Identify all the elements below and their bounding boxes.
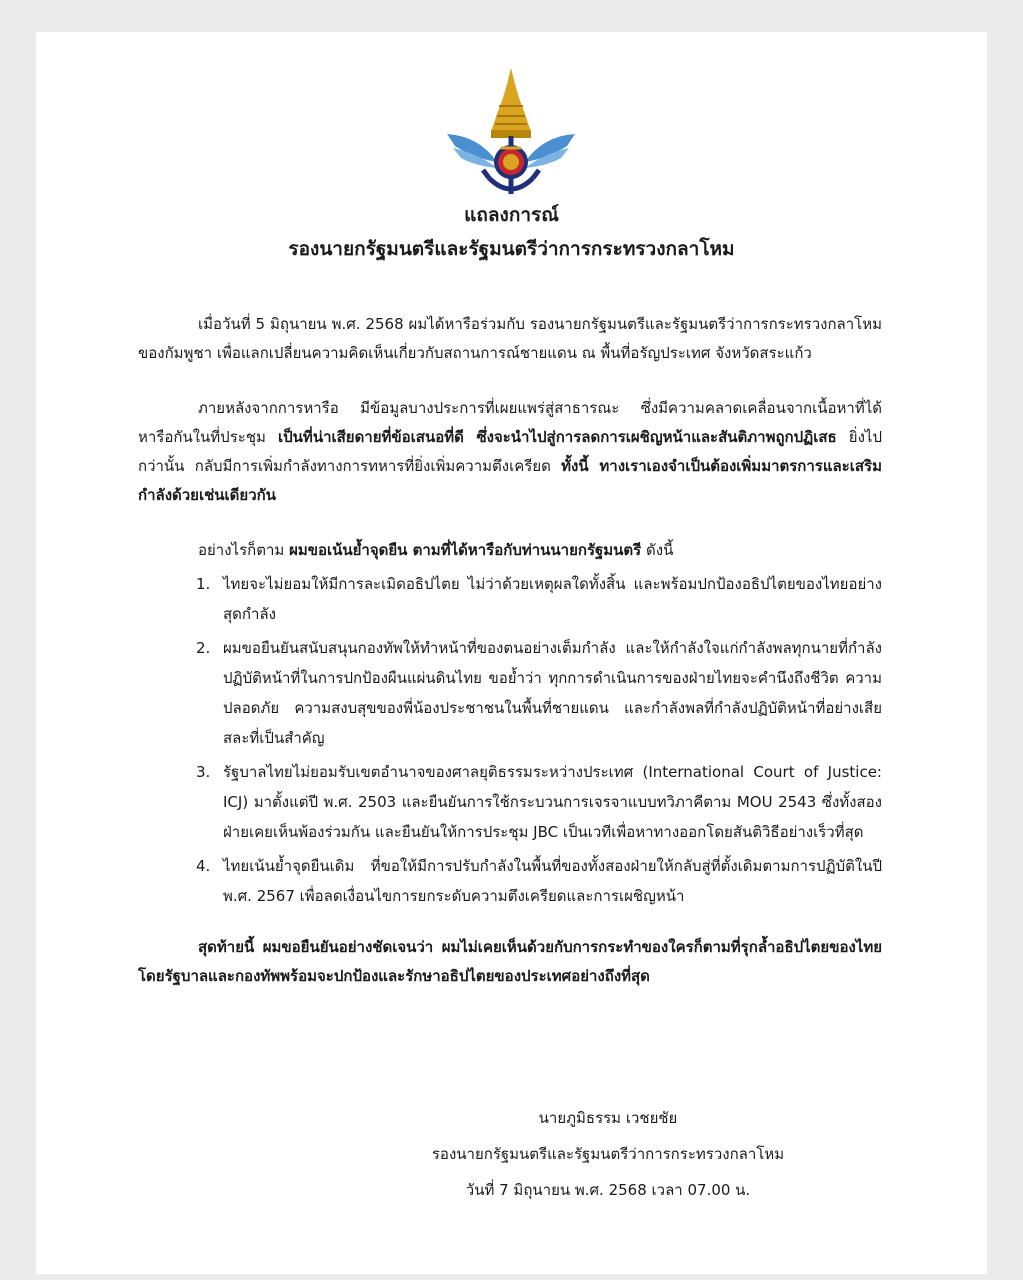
paragraph-2 xyxy=(138,394,882,510)
paragraph-3-bold: ผมขอเน้นย้ำจุดยืน ตามที่ได้หารือกับท่านนายกรัฐมนตรี xyxy=(289,541,642,559)
list-item xyxy=(138,851,882,911)
list-item-text: ผมขอยืนยันสนับสนุนกองทัพให้ทำหน้าที่ของตนอย่างเต็มกำลัง และให้กำลังใจแก่กำลังพลทุกนายที่กำลังปฏิบัติหน้าที่ในการปกป้องผืนแผ่นดินไทย ขอย้ำว่า ทุกการดำเนินการของฝ่ายไทยจะคำนึงถึงชีวิต ความปลอดภัย ความสงบสุขของพี่น้องประชาชนในพื้นที่ชายแดน และกำลังพลที่กำลังปฏิบัติหน้าที่อย่างเสียสละที่เป็นสำคัญ xyxy=(223,639,882,747)
paragraph-2-text-b: ยิ่งไปกว่านั้น กลับมีการเพิ่มกำลังทางการทหารที่ยิ่งเพิ่มความตึงเครียด xyxy=(138,428,882,475)
paragraph-3-text-b: ดังนี้ xyxy=(641,541,674,559)
list-item-number: 1. xyxy=(196,575,211,593)
statement-subtitle: รองนายกรัฐมนตรีและรัฐมนตรีว่าการกระทรวงกลาโหม xyxy=(288,238,735,260)
statement-body xyxy=(138,310,882,991)
signatory-position: รองนายกรัฐมนตรีและรัฐมนตรีว่าการกระทรวงกลาโหม xyxy=(431,1145,785,1163)
closing-paragraph: สุดท้ายนี้ ผมขอยืนยันอย่างชัดเจนว่า ผมไม่เคยเห็นด้วยกับการกระทำของใครก็ตามที่รุกล้ำอธิปไตยของไทย โดยรัฐบาลและกองทัพพร้อมจะปกป้องและรักษาอธิปไตยของประเทศอย่างถึงที่สุด xyxy=(138,938,882,985)
ministry-of-defence-emblem-icon xyxy=(439,66,583,200)
list-item-text: ไทยเน้นย้ำจุดยืนเดิม ที่ขอให้มีการปรับกำลังในพื้นที่ของทั้งสองฝ่ายให้กลับสู่ที่ตั้งเดิมตามการปฏิบัติในปี พ.ศ. 2567 เพื่อลดเงื่อนไขการยกระดับความตึงเครียดและการเผชิญหน้า xyxy=(223,857,882,905)
paragraph-2-bold-a: เป็นที่น่าเสียดายที่ข้อเสนอที่ดี ซึ่งจะนำไปสู่การลดการเผชิญหน้าและสันติภาพถูกปฏิเสธ xyxy=(278,428,837,446)
paragraph-2-bold-b: ทั้งนี้ ทางเราเองจำเป็นต้องเพิ่มมาตรการและเสริมกำลังด้วยเช่นเดียวกัน xyxy=(138,457,883,504)
list-item-text: รัฐบาลไทยไม่ยอมรับเขตอำนาจของศาลยุติธรรมระหว่างประเทศ (International Court of Justice: ICJ) มาตั้งแต่ปี พ.ศ. 2503 และยืนยันการใช้กระบวนการเจรจาแบบทวิภาคีตาม MOU 2543 ซึ่งทั้งสองฝ่ายเคยเห็นพ้องร่วมกัน และยืนยันให้การประชุม JBC เป็นเวทีเพื่อหาทางออกโดยสันติวิธีอย่างเร็วที่สุด xyxy=(223,763,882,841)
list-item-number: 2. xyxy=(196,639,211,657)
paragraph-2-text-a: ภายหลังจากการหารือ มีข้อมูลบางประการที่เผยแพร่สู่สาธารณะ ซึ่งมีความคลาดเคลื่อนจากเนื้อหาที่ได้หารือกันในที่ประชุม xyxy=(138,399,882,446)
paragraph-3 xyxy=(138,536,882,565)
list-item-number: 3. xyxy=(196,763,211,781)
signature-block xyxy=(408,1100,808,1208)
list-item xyxy=(138,757,882,847)
statement-title: แถลงการณ์ xyxy=(464,204,559,226)
signatory-name: นายภูมิธรรม เวชยชัย xyxy=(538,1109,678,1127)
position-list xyxy=(138,569,882,911)
paragraph-3-text-a: อย่างไรก็ตาม xyxy=(198,541,290,559)
statement-date: วันที่ 7 มิถุนายน พ.ศ. 2568 เวลา 07.00 น. xyxy=(465,1181,751,1199)
list-item xyxy=(138,633,882,753)
list-item-number: 4. xyxy=(196,857,211,875)
list-item xyxy=(138,569,882,629)
document-page xyxy=(36,32,987,1274)
list-item-text: ไทยจะไม่ยอมให้มีการละเมิดอธิปไตย ไม่ว่าด้วยเหตุผลใดทั้งสิ้น และพร้อมปกป้องอธิปไตยของไทยอย่างสุดกำลัง xyxy=(223,575,882,623)
paragraph-1: เมื่อวันที่ 5 มิถุนายน พ.ศ. 2568 ผมได้หารือร่วมกับ รองนายกรัฐมนตรีและรัฐมนตรีว่าการกระทรวงกลาโหมของกัมพูชา เพื่อแลกเปลี่ยนความคิดเห็นเกี่ยวกับสถานการณ์ชายแดน ณ พื้นที่อรัญประเทศ จังหวัดสระแก้ว xyxy=(138,315,882,362)
